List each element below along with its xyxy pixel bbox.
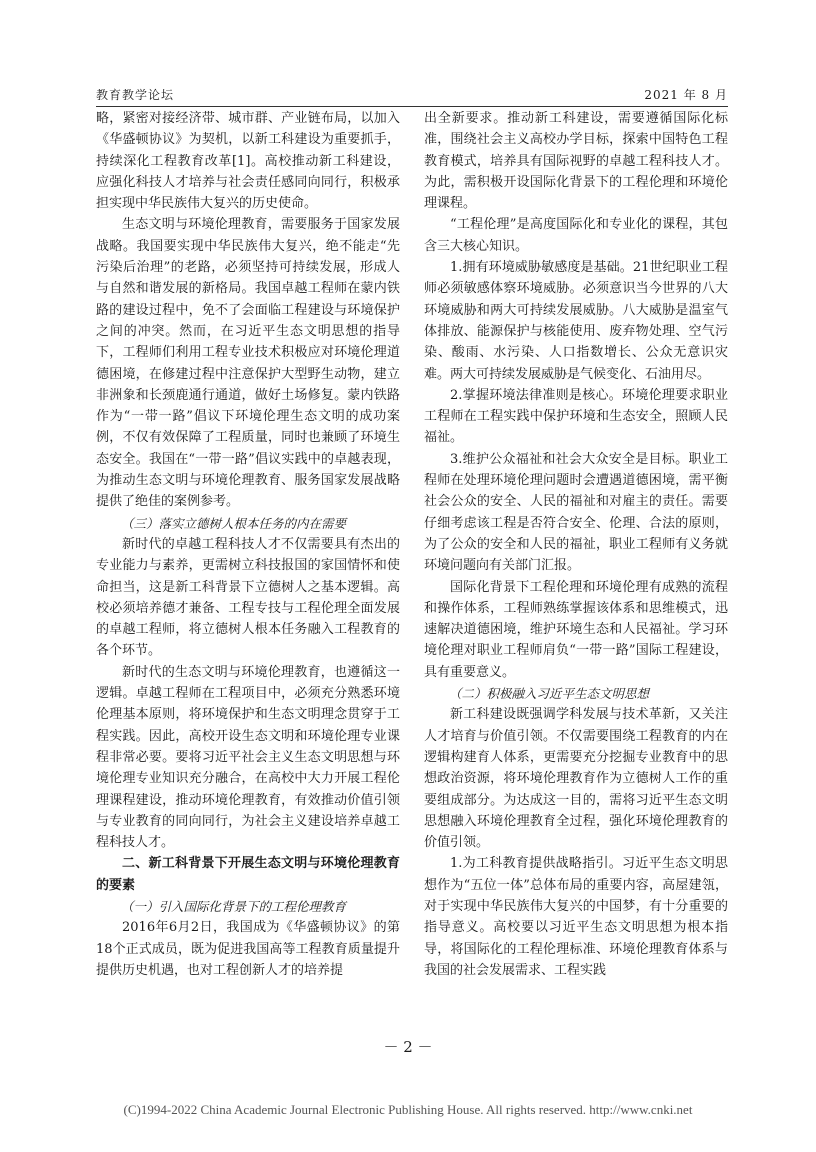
paragraph: 略，紧密对接经济带、城市群、产业链布局，以加入《华盛顿协议》为契机，以新工科建设为重要抓手，持续深化工程教育改革[1]。高校推动新工科建设，应强化科技人才培养与社会责任感同向同行，积极承担实现中华民族伟大复兴的历史使命。	[96, 111, 400, 212]
paragraph: “工程伦理”是高度国际化和专业化的课程，其包含三大核心知识。	[424, 217, 728, 254]
right-column	[424, 108, 728, 981]
subsection-heading: （一）引入国际化背景下的工程伦理教育	[121, 898, 347, 914]
copyright-footer: (C)1994-2022 China Academic Journal Electronic Publishing House. All rights reserved. http://www.cnki.net	[123, 1102, 693, 1117]
header-rule	[96, 106, 728, 107]
paragraph: 新时代的生态文明与环境伦理教育，也遵循这一逻辑。卓越工程师在工程项目中，必须充分熟悉环境伦理基本原则，将环境保护和生态文明理念贯穿于工程实践。因此，高校开设生态文明和环境伦理专业课程非常必要。要将习近平社会主义生态文明思想与环境伦理专业知识充分融合，在高校中大力开展工程伦理课程建设，推动环境伦理教育，有效推动价值引领与专业教育的同向同行，为社会主义建设培养卓越工程科技人才。	[96, 664, 400, 851]
paragraph: 新工科建设既强调学科发展与技术革新，又关注人才培育与价值引领。不仅需要围绕工程教育的内在逻辑构建育人体系，更需要充分挖掘专业教育中的思想政治资源，将环境伦理教育作为立德树人工作的重要组成部分。为达成这一目的，需将习近平生态文明思想融入环境伦理教育全过程，强化环境伦理教育的价值引领。	[424, 707, 728, 851]
paragraph: 出全新要求。推动新工科建设，需要遵循国际化标准，围绕社会主义高校办学目标，探索中国特色工程教育模式，培养具有国际视野的卓越工程科技人才。为此，需积极开设国际化背景下的工程伦理和环境伦理课程。	[424, 111, 728, 212]
paragraph: 2016年6月2日，我国成为《华盛顿协议》的第18个正式成员，既为促进我国高等工程教育质量提升提供历史机遇，也对工程创新人才的培养提	[96, 920, 400, 978]
journal-name: 教育教学论坛	[96, 88, 175, 102]
paragraph: 新时代的卓越工程科技人才不仅需要具有杰出的专业能力与素养，更需树立科技报国的家国情怀和使命担当，这是新工科背景下立德树人之基本逻辑。高校必须培养德才兼备、工程专技与工程伦理全面发展的卓越工程师，将立德树人根本任务融入工程教育的各个环节。	[96, 536, 400, 659]
paragraph: 生态文明与环境伦理教育，需要服务于国家发展战略。我国要实现中华民族伟大复兴，绝不能走“先污染后治理”的老路，必须坚持可持续发展，形成人与自然和谐发展的新格局。我国卓越工程师在蒙内铁路的建设过程中，免不了会面临工程建设与环境保护之间的冲突。然而，在习近平生态文明思想的指导下，工程师们利用工程专业技术积极应对环境伦理道德困境，在修建过程中注意保护大型野生动物，建立非洲象和长颈鹿通行通道，做好土场修复。蒙内铁路作为“一带一路”倡议下环境伦理生态文明的成功案例，不仅有效保障了工程质量，同时也兼顾了环境生态安全。我国在“一带一路”倡议实践中的卓越表现，为推动生态文明与环境伦理教育、服务国家发展战略提供了绝佳的案例参考。	[96, 217, 400, 510]
page-number: － 2 －	[383, 1038, 433, 1056]
running-header	[96, 86, 728, 104]
paragraph: 1.拥有环境威胁敏感度是基础。21世纪职业工程师必须敏感体察环境威胁。必须意识当今世界的八大环境威胁和两大可持续发展威胁。八大威胁是温室气体排放、能源保护与核能使用、废弃物处理、空气污染、酸雨、水污染、人口指数增长、公众无意识灾难。两大可持续发展威胁是气候变化、石油用尽。	[424, 260, 728, 382]
section-heading: 二、新工科背景下开展生态文明与环境伦理教育的要素	[96, 856, 400, 893]
left-column	[96, 108, 400, 981]
paragraph: 1.为工科教育提供战略指引。习近平生态文明思想作为“五位一体”总体布局的重要内容，高屋建瓴，对于实现中华民族伟大复兴的中国梦，有十分重要的指导意义。高校要以习近平生态文明思想为根本指导，将国际化的工程伦理标准、环境伦理教育体系与我国的社会发展需求、工程实践	[424, 856, 728, 978]
paragraph: 国际化背景下工程伦理和环境伦理有成熟的流程和操作体系，工程师熟练掌握该体系和思维模式，迅速解决道德困境，维护环境生态和人民福祉。学习环境伦理对职业工程师肩负“一带一路”国际工程建设，具有重要意义。	[424, 579, 728, 680]
paragraph: 3.维护公众福祉和社会大众安全是目标。职业工程师在处理环境伦理问题时会遭遇道德困境，需平衡社会公众的安全、人民的福祉和对雇主的责任。需要仔细考虑该工程是否符合安全、伦理、合法的原则，为了公众的安全和人民的福祉，职业工程师有义务就环境问题向有关部门汇报。	[424, 451, 728, 574]
subsection-heading: （三）落实立德树人根本任务的内在需要	[121, 515, 347, 531]
subsection-heading: （二）积极融入习近平生态文明思想	[449, 686, 650, 702]
issue-date: 2021 年 8 月	[644, 88, 728, 102]
paragraph: 2.掌握环境法律准则是核心。环境伦理要求职业工程师在工程实践中保护环境和生态安全，照顾人民福祉。	[424, 387, 728, 446]
